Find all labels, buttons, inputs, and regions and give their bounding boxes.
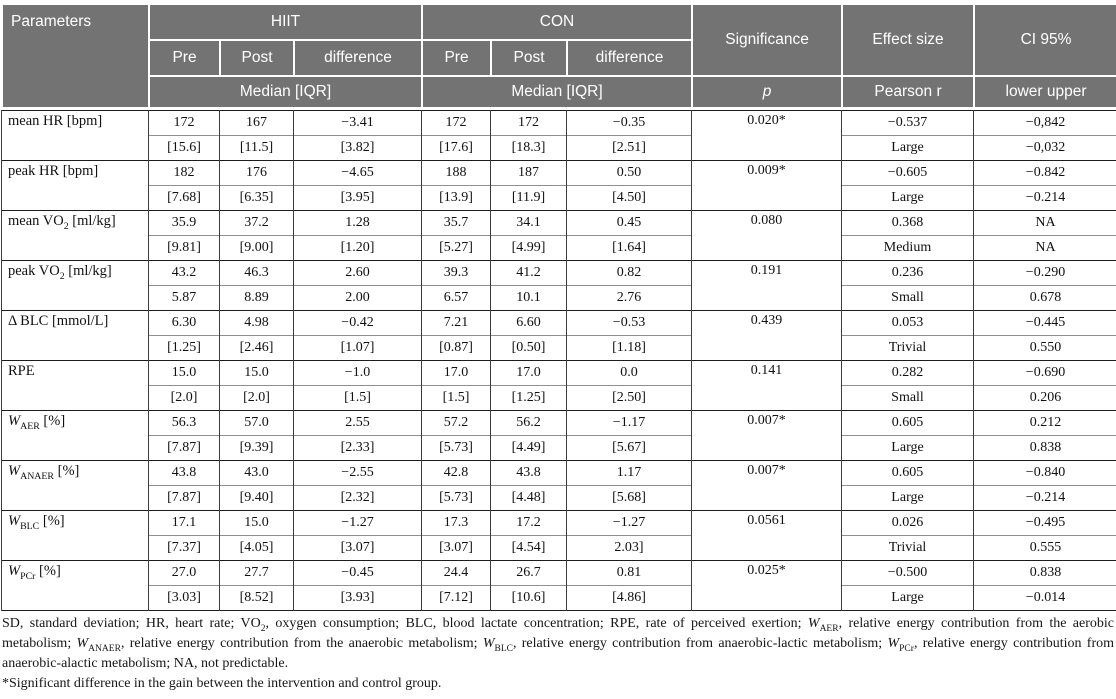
iqr-cell: [2.46] — [220, 336, 294, 361]
iqr-cell: [1.5] — [422, 386, 491, 411]
iqr-cell: [3.82] — [294, 136, 422, 161]
iqr-cell: [4.50] — [567, 186, 692, 211]
param-cell: $W_{PCr}$ [%] — [2, 561, 149, 611]
value-cell: 15.0 — [220, 361, 294, 386]
value-cell: 24.4 — [422, 561, 491, 586]
ci-upper-cell: 0.550 — [974, 336, 1116, 361]
value-cell: −3.41 — [294, 111, 422, 136]
header-hiit-median-iqr: Median [IQR] — [149, 76, 422, 108]
param-cell: peak HR [bpm] — [2, 161, 149, 211]
table-row — [2, 136, 1116, 161]
table-row — [2, 311, 1116, 336]
results-table — [1, 3, 1115, 611]
iqr-cell: [2.51] — [567, 136, 692, 161]
iqr-cell: [5.73] — [422, 436, 491, 461]
value-cell: 35.9 — [149, 211, 220, 236]
value-cell: 6.60 — [491, 311, 567, 336]
iqr-cell: [10.6] — [491, 586, 567, 611]
value-cell: −4.65 — [294, 161, 422, 186]
iqr-cell: [1.25] — [149, 336, 220, 361]
value-cell: 46.3 — [220, 261, 294, 286]
value-cell: 42.8 — [422, 461, 491, 486]
effect-magnitude-cell: Large — [842, 136, 974, 161]
iqr-cell: [7.87] — [149, 436, 220, 461]
table-row — [2, 561, 1116, 586]
iqr-cell: [1.25] — [491, 386, 567, 411]
value-cell: 167 — [220, 111, 294, 136]
header-hiit-post: Post — [220, 40, 294, 76]
value-cell: 0.0 — [567, 361, 692, 386]
iqr-cell: [1.07] — [294, 336, 422, 361]
header-lower-upper: lower upper — [974, 76, 1116, 108]
value-cell: 34.1 — [491, 211, 567, 236]
p-value-cell: 0.009* — [692, 161, 842, 211]
header-con-group: CON — [422, 4, 692, 40]
table-row — [2, 211, 1116, 236]
value-cell: −1.27 — [567, 511, 692, 536]
param-cell: $W_{AER}$ [%] — [2, 411, 149, 461]
value-cell: −0.53 — [567, 311, 692, 336]
table-row — [2, 536, 1116, 561]
value-cell: 0.50 — [567, 161, 692, 186]
value-cell: 188 — [422, 161, 491, 186]
iqr-cell: [11.5] — [220, 136, 294, 161]
iqr-cell: 5.87 — [149, 286, 220, 311]
value-cell: 17.0 — [491, 361, 567, 386]
ci-lower-cell: −0.290 — [974, 261, 1116, 286]
effect-value-cell: −0.605 — [842, 161, 974, 186]
header-effect-size: Effect size — [842, 4, 974, 76]
iqr-cell: [4.54] — [491, 536, 567, 561]
iqr-cell: 8.89 — [220, 286, 294, 311]
iqr-cell: [0.50] — [491, 336, 567, 361]
value-cell: −0.45 — [294, 561, 422, 586]
param-cell: $W_{BLC}$ [%] — [2, 511, 149, 561]
ci-lower-cell: −0.842 — [974, 161, 1116, 186]
iqr-cell: [4.99] — [491, 236, 567, 261]
effect-value-cell: 0.605 — [842, 411, 974, 436]
table-row — [2, 161, 1116, 186]
abbreviations-footnote: SD, standard deviation; HR, heart rate; $VO_2$, oxygen consumption; BLC, blood lactate concentration; RPE, rate of perceived exertion; $W_{AER}$, relative energy contribution from the aerobic metabolism; $W_{ANAER}$, relative energy contribution from the anaerobic metabolism; $W_{BLC}$, relative energy contribution from anaerobic-lactic metabolism; $W_{PCr}$, relative energy contribution from anaerobic-alactic metabolism; NA, not predictable. — [2, 616, 1114, 671]
effect-value-cell: 0.236 — [842, 261, 974, 286]
param-cell: $W_{ANAER}$ [%] — [2, 461, 149, 511]
table-row — [2, 461, 1116, 486]
table-row — [2, 286, 1116, 311]
effect-magnitude-cell: Medium — [842, 236, 974, 261]
ci-upper-cell: −0,032 — [974, 136, 1116, 161]
table-row — [2, 486, 1116, 511]
param-cell: mean HR [bpm] — [2, 111, 149, 161]
iqr-cell: [2.32] — [294, 486, 422, 511]
header-pearson-r: Pearson r — [842, 76, 974, 108]
iqr-cell: [5.27] — [422, 236, 491, 261]
value-cell: 56.2 — [491, 411, 567, 436]
table-row — [2, 436, 1116, 461]
iqr-cell: 2.00 — [294, 286, 422, 311]
value-cell: 172 — [149, 111, 220, 136]
effect-magnitude-cell: Small — [842, 386, 974, 411]
table-row — [2, 411, 1116, 436]
value-cell: 17.3 — [422, 511, 491, 536]
iqr-cell: 10.1 — [491, 286, 567, 311]
table-row — [2, 336, 1116, 361]
value-cell: 15.0 — [149, 361, 220, 386]
ci-lower-cell: −0,842 — [974, 111, 1116, 136]
value-cell: 182 — [149, 161, 220, 186]
param-cell: mean $VO_2$ [ml/kg] — [2, 211, 149, 261]
effect-magnitude-cell: Large — [842, 186, 974, 211]
value-cell: 0.81 — [567, 561, 692, 586]
value-cell: 187 — [491, 161, 567, 186]
value-cell: 35.7 — [422, 211, 491, 236]
value-cell: 17.2 — [491, 511, 567, 536]
ci-upper-cell: −0.214 — [974, 486, 1116, 511]
value-cell: 2.55 — [294, 411, 422, 436]
p-value-cell: 0.007* — [692, 411, 842, 461]
value-cell: 37.2 — [220, 211, 294, 236]
value-cell: 17.1 — [149, 511, 220, 536]
effect-value-cell: 0.282 — [842, 361, 974, 386]
ci-upper-cell: NA — [974, 236, 1116, 261]
value-cell: 0.82 — [567, 261, 692, 286]
value-cell: −0.35 — [567, 111, 692, 136]
effect-magnitude-cell: Large — [842, 436, 974, 461]
iqr-cell: [0.87] — [422, 336, 491, 361]
p-value-cell: 0.141 — [692, 361, 842, 411]
effect-magnitude-cell: Small — [842, 286, 974, 311]
ci-upper-cell: −0.214 — [974, 186, 1116, 211]
significance-footnote: *Significant difference in the gain between the intervention and control group. — [2, 676, 442, 691]
value-cell: 27.0 — [149, 561, 220, 586]
iqr-cell: [1.20] — [294, 236, 422, 261]
iqr-cell: [5.73] — [422, 486, 491, 511]
value-cell: 26.7 — [491, 561, 567, 586]
value-cell: 43.8 — [491, 461, 567, 486]
value-cell: 0.45 — [567, 211, 692, 236]
value-cell: 57.2 — [422, 411, 491, 436]
value-cell: −2.55 — [294, 461, 422, 486]
iqr-cell: [1.18] — [567, 336, 692, 361]
effect-magnitude-cell: Large — [842, 586, 974, 611]
iqr-cell: [13.9] — [422, 186, 491, 211]
table-row — [2, 186, 1116, 211]
ci-lower-cell: 0.212 — [974, 411, 1116, 436]
value-cell: 15.0 — [220, 511, 294, 536]
table-body — [1, 110, 1116, 611]
iqr-cell: [4.48] — [491, 486, 567, 511]
iqr-cell: [2.33] — [294, 436, 422, 461]
value-cell: 43.2 — [149, 261, 220, 286]
iqr-cell: [4.05] — [220, 536, 294, 561]
iqr-cell: [2.0] — [220, 386, 294, 411]
p-value-cell: 0.0561 — [692, 511, 842, 561]
effect-magnitude-cell: Large — [842, 486, 974, 511]
iqr-cell: [3.95] — [294, 186, 422, 211]
p-value-cell: 0.080 — [692, 211, 842, 261]
iqr-cell: 2.76 — [567, 286, 692, 311]
value-cell: 39.3 — [422, 261, 491, 286]
value-cell: 27.7 — [220, 561, 294, 586]
iqr-cell: [7.87] — [149, 486, 220, 511]
iqr-cell: [2.0] — [149, 386, 220, 411]
iqr-cell: [1.64] — [567, 236, 692, 261]
iqr-cell: [5.68] — [567, 486, 692, 511]
iqr-cell: [5.67] — [567, 436, 692, 461]
ci-lower-cell: −0.495 — [974, 511, 1116, 536]
value-cell: 56.3 — [149, 411, 220, 436]
iqr-cell: [4.49] — [491, 436, 567, 461]
value-cell: −1.27 — [294, 511, 422, 536]
table-row — [2, 111, 1116, 136]
table-row — [2, 586, 1116, 611]
value-cell: 17.0 — [422, 361, 491, 386]
iqr-cell: [17.6] — [422, 136, 491, 161]
ci-lower-cell: −0.840 — [974, 461, 1116, 486]
iqr-cell: [9.39] — [220, 436, 294, 461]
value-cell: 43.0 — [220, 461, 294, 486]
value-cell: −1.17 — [567, 411, 692, 436]
iqr-cell: [3.93] — [294, 586, 422, 611]
table-footnotes — [2, 614, 1114, 694]
value-cell: 176 — [220, 161, 294, 186]
iqr-cell: [3.07] — [422, 536, 491, 561]
table-row — [2, 236, 1116, 261]
table-row — [2, 386, 1116, 411]
iqr-cell: [2.50] — [567, 386, 692, 411]
value-cell: 6.30 — [149, 311, 220, 336]
value-cell: 1.28 — [294, 211, 422, 236]
table-row — [2, 511, 1116, 536]
value-cell: 41.2 — [491, 261, 567, 286]
value-cell: 57.0 — [220, 411, 294, 436]
p-value-cell: 0.439 — [692, 311, 842, 361]
header-con-post: Post — [491, 40, 567, 76]
header-hiit-group: HIIT — [149, 4, 422, 40]
ci-lower-cell: −0.690 — [974, 361, 1116, 386]
ci-upper-cell: 0.838 — [974, 436, 1116, 461]
header-significance: Significance — [692, 4, 842, 76]
iqr-cell: [8.52] — [220, 586, 294, 611]
iqr-cell: [18.3] — [491, 136, 567, 161]
ci-lower-cell: NA — [974, 211, 1116, 236]
header-con-difference: difference — [567, 40, 692, 76]
value-cell: −1.0 — [294, 361, 422, 386]
ci-lower-cell: 0.838 — [974, 561, 1116, 586]
p-value-cell: 0.191 — [692, 261, 842, 311]
iqr-cell: [9.40] — [220, 486, 294, 511]
ci-upper-cell: 0.206 — [974, 386, 1116, 411]
effect-magnitude-cell: Trivial — [842, 536, 974, 561]
header-hiit-pre: Pre — [149, 40, 220, 76]
effect-value-cell: 0.368 — [842, 211, 974, 236]
value-cell: 7.21 — [422, 311, 491, 336]
param-cell: Δ BLC [mmol/L] — [2, 311, 149, 361]
table-row — [2, 361, 1116, 386]
iqr-cell: [9.81] — [149, 236, 220, 261]
iqr-cell: [1.5] — [294, 386, 422, 411]
header-hiit-difference: difference — [294, 40, 422, 76]
iqr-cell: [3.07] — [294, 536, 422, 561]
ci-lower-cell: −0.445 — [974, 311, 1116, 336]
effect-value-cell: −0.537 — [842, 111, 974, 136]
header-p: p — [692, 76, 842, 108]
iqr-cell: [6.35] — [220, 186, 294, 211]
iqr-cell: [9.00] — [220, 236, 294, 261]
value-cell: 4.98 — [220, 311, 294, 336]
value-cell: 1.17 — [567, 461, 692, 486]
p-value-cell: 0.025* — [692, 561, 842, 611]
effect-value-cell: −0.500 — [842, 561, 974, 586]
iqr-cell: [11.9] — [491, 186, 567, 211]
iqr-cell: [4.86] — [567, 586, 692, 611]
header-con-median-iqr: Median [IQR] — [422, 76, 692, 108]
iqr-cell: [3.03] — [149, 586, 220, 611]
header-ci95: CI 95% — [974, 4, 1116, 76]
value-cell: 172 — [422, 111, 491, 136]
iqr-cell: [7.68] — [149, 186, 220, 211]
iqr-cell: [15.6] — [149, 136, 220, 161]
header-parameters: Parameters — [2, 4, 149, 108]
table-row — [2, 261, 1116, 286]
ci-upper-cell: 0.678 — [974, 286, 1116, 311]
iqr-cell: [7.12] — [422, 586, 491, 611]
value-cell: −0.42 — [294, 311, 422, 336]
value-cell: 172 — [491, 111, 567, 136]
iqr-cell: 2.03] — [567, 536, 692, 561]
param-cell: RPE — [2, 361, 149, 411]
effect-magnitude-cell: Trivial — [842, 336, 974, 361]
iqr-cell: 6.57 — [422, 286, 491, 311]
p-value-cell: 0.007* — [692, 461, 842, 511]
ci-upper-cell: 0.555 — [974, 536, 1116, 561]
header-con-pre: Pre — [422, 40, 491, 76]
value-cell: 2.60 — [294, 261, 422, 286]
param-cell: peak $VO_2$ [ml/kg] — [2, 261, 149, 311]
ci-upper-cell: −0.014 — [974, 586, 1116, 611]
p-value-cell: 0.020* — [692, 111, 842, 161]
value-cell: 43.8 — [149, 461, 220, 486]
table-header — [1, 3, 1116, 109]
effect-value-cell: 0.026 — [842, 511, 974, 536]
effect-value-cell: 0.053 — [842, 311, 974, 336]
iqr-cell: [7.37] — [149, 536, 220, 561]
effect-value-cell: 0.605 — [842, 461, 974, 486]
